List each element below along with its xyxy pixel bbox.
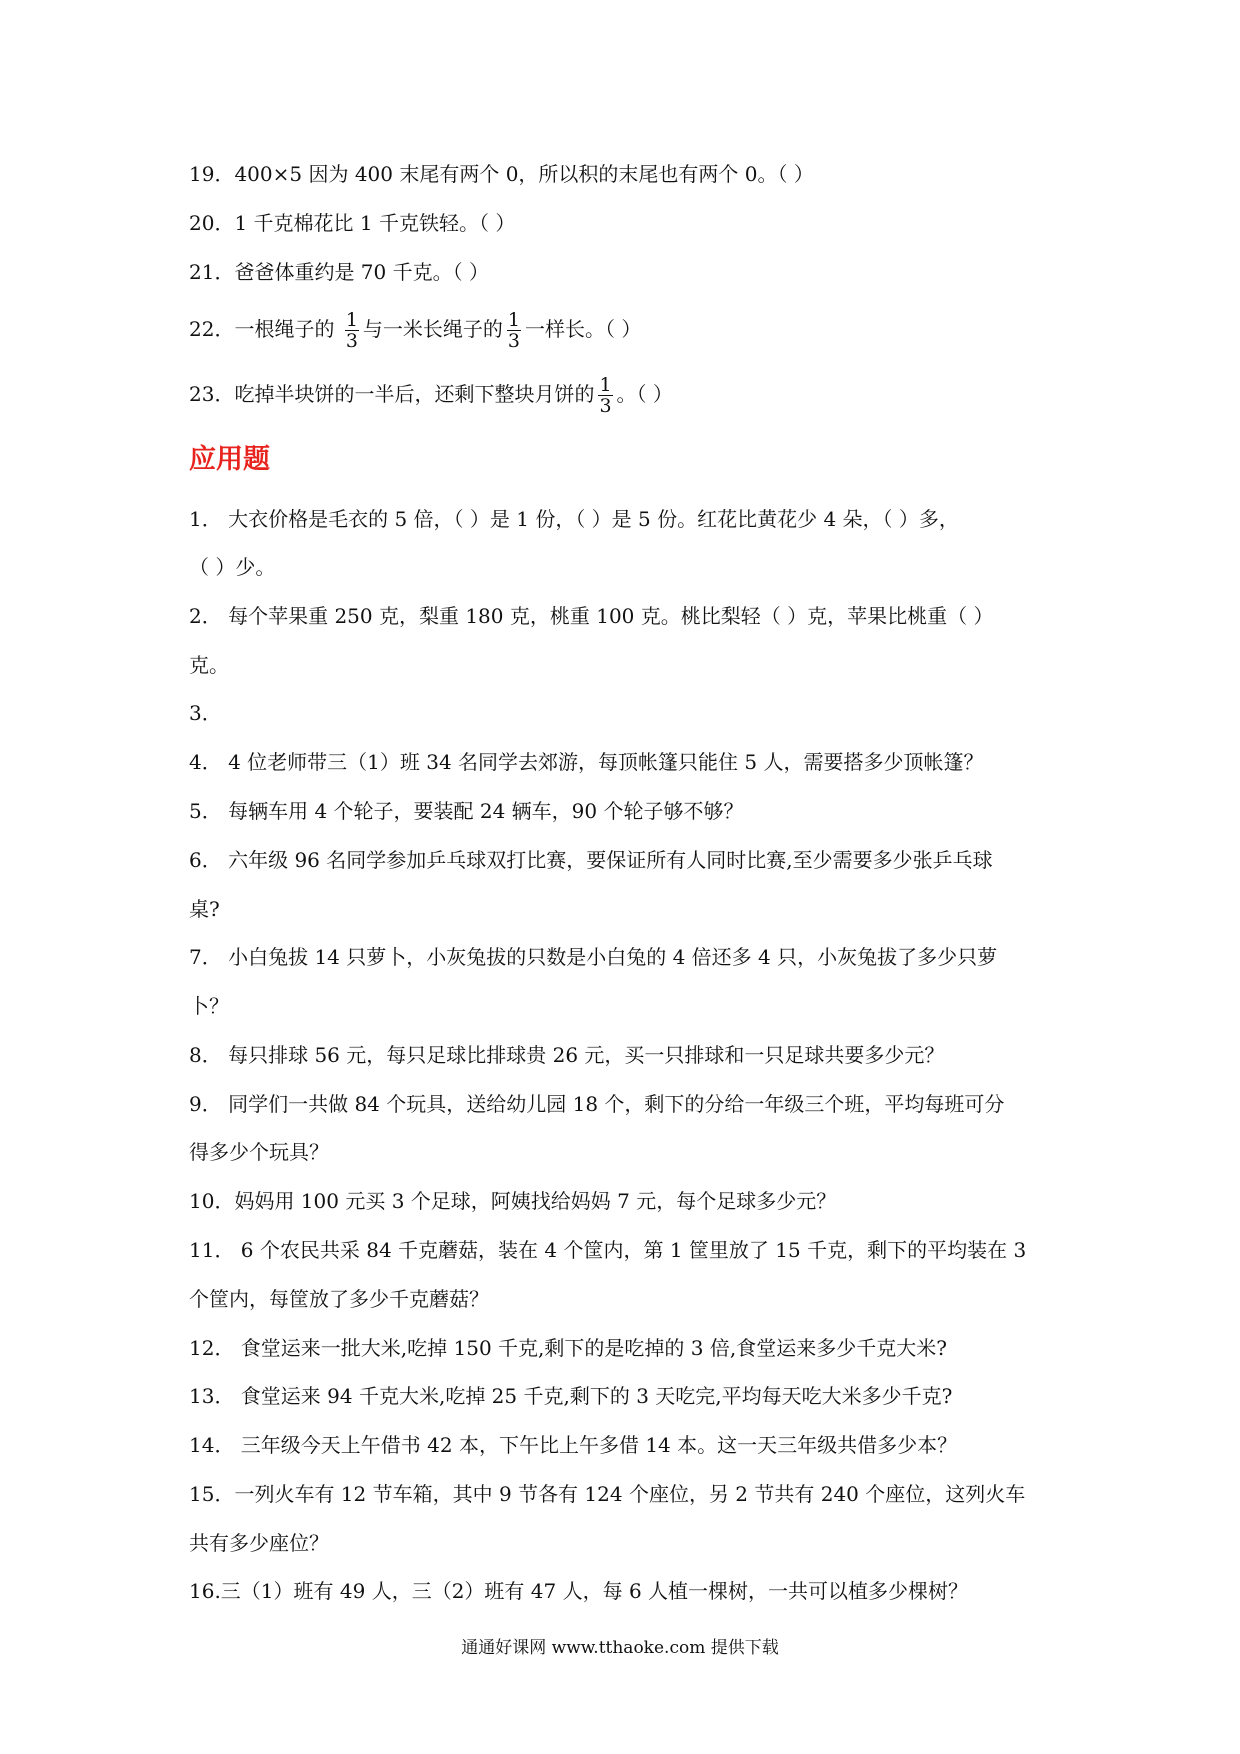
question-text: 1 千克棉花比 1 千克铁轻。（ ） — [234, 211, 516, 235]
question-text: 400×5 因为 400 末尾有两个 0，所以积的末尾也有两个 0。（ ） — [234, 162, 814, 186]
question-text: 吃掉半块饼的一半后，还剩下整块月饼的 — [234, 382, 595, 406]
judgement-question — [189, 310, 641, 351]
problem-line: 桌? — [189, 897, 220, 921]
problem-line: 1． 大衣价格是毛衣的 5 倍，（ ）是 1 份，（ ）是 5 份。红花比黄花少 4 朵，（ ）多， — [189, 507, 959, 531]
fraction-denominator: 3 — [507, 330, 520, 352]
fraction-denominator: 3 — [345, 330, 358, 352]
fraction-numerator: 1 — [345, 309, 358, 331]
question-number: 20． — [189, 211, 235, 235]
problem-line: 12． 食堂运来一批大米,吃掉 150 千克,剩下的是吃掉的 3 倍,食堂运来多少千克大米? — [189, 1336, 947, 1360]
question-text: 与一米长绳子的 — [362, 317, 503, 341]
problem-line: 14． 三年级今天上午借书 42 本，下午比上午多借 14 本。这一天三年级共借多少本？ — [189, 1433, 958, 1457]
problem-line: 9． 同学们一共做 84 个玩具，送给幼儿园 18 个，剩下的分给一年级三个班，平均每班可分 — [189, 1092, 1005, 1116]
question-text: 。（ ） — [616, 382, 673, 406]
problem-line: 8． 每只排球 56 元，每只足球比排球贵 26 元，买一只排球和一只足球共要多少元？ — [189, 1043, 945, 1067]
judgement-question — [189, 209, 515, 237]
judgement-question — [189, 258, 489, 286]
problem-line: 共有多少座位？ — [189, 1531, 329, 1555]
problem-line: 克。 — [189, 653, 229, 677]
question-number: 19． — [189, 162, 235, 186]
problem-line: 得多少个玩具？ — [189, 1140, 329, 1164]
fraction-one-third — [598, 375, 612, 416]
fraction-numerator: 1 — [599, 374, 612, 396]
section-title: 应用题 — [189, 444, 270, 475]
problem-line: 10．妈妈用 100 元买 3 个足球，阿姨找给妈妈 7 元，每个足球多少元？ — [189, 1189, 837, 1213]
problem-line: 7． 小白兔拔 14 只萝卜，小灰兔拔的只数是小白兔的 4 倍还多 4 只，小灰兔拔了多少只萝 — [189, 945, 998, 969]
question-text: 爸爸体重约是 70 千克。（ ） — [234, 260, 489, 284]
question-text: 一样长。（ ） — [525, 317, 642, 341]
judgement-question — [189, 375, 673, 416]
fraction-denominator: 3 — [599, 395, 612, 417]
fraction-numerator: 1 — [507, 309, 520, 331]
problem-line: 11． 6 个农民共采 84 千克蘑菇，装在 4 个筐内，第 1 筐里放了 15 千克，剩下的平均装在 3 — [189, 1238, 1027, 1262]
problem-line: 16.三（1）班有 49 人，三（2）班有 47 人，每 6 人植一棵树，一共可以植多少棵树？ — [189, 1579, 969, 1603]
problem-line: 13． 食堂运来 94 千克大米,吃掉 25 千克,剩下的 3 天吃完,平均每天吃大米多少千克? — [189, 1384, 953, 1408]
problem-line: 4． 4 位老师带三（1）班 34 名同学去郊游，每顶帐篷只能住 5 人，需要搭多少顶帐篷？ — [189, 750, 984, 774]
problem-line: 2． 每个苹果重 250 克，梨重 180 克，桃重 100 克。桃比梨轻（ ）克，苹果比桃重（ ） — [189, 604, 994, 628]
problem-line: （ ）少。 — [189, 555, 276, 579]
question-number: 21． — [189, 260, 235, 284]
problem-line: 个筐内，每筐放了多少千克蘑菇？ — [189, 1287, 489, 1311]
problem-line: 6． 六年级 96 名同学参加乒乓球双打比赛，要保证所有人同时比赛,至少需要多少张乒乓球 — [189, 848, 993, 872]
problem-line: 卜？ — [189, 994, 229, 1018]
problem-line: 5． 每辆车用 4 个轮子，要装配 24 辆车，90 个轮子够不够？ — [189, 799, 744, 823]
judgement-question — [189, 160, 814, 188]
problem-line: 3． — [189, 701, 222, 725]
fraction-one-third — [345, 310, 359, 351]
page-footer: 通通好课网 www.tthaoke.com 提供下载 — [461, 1638, 779, 1658]
question-number: 22． — [189, 317, 235, 341]
problem-line: 15．一列火车有 12 节车箱，其中 9 节各有 124 个座位，另 2 节共有 240 个座位，这列火车 — [189, 1482, 1026, 1506]
fraction-one-third — [507, 310, 521, 351]
question-text: 一根绳子的 — [234, 317, 335, 341]
question-number: 23． — [189, 382, 235, 406]
